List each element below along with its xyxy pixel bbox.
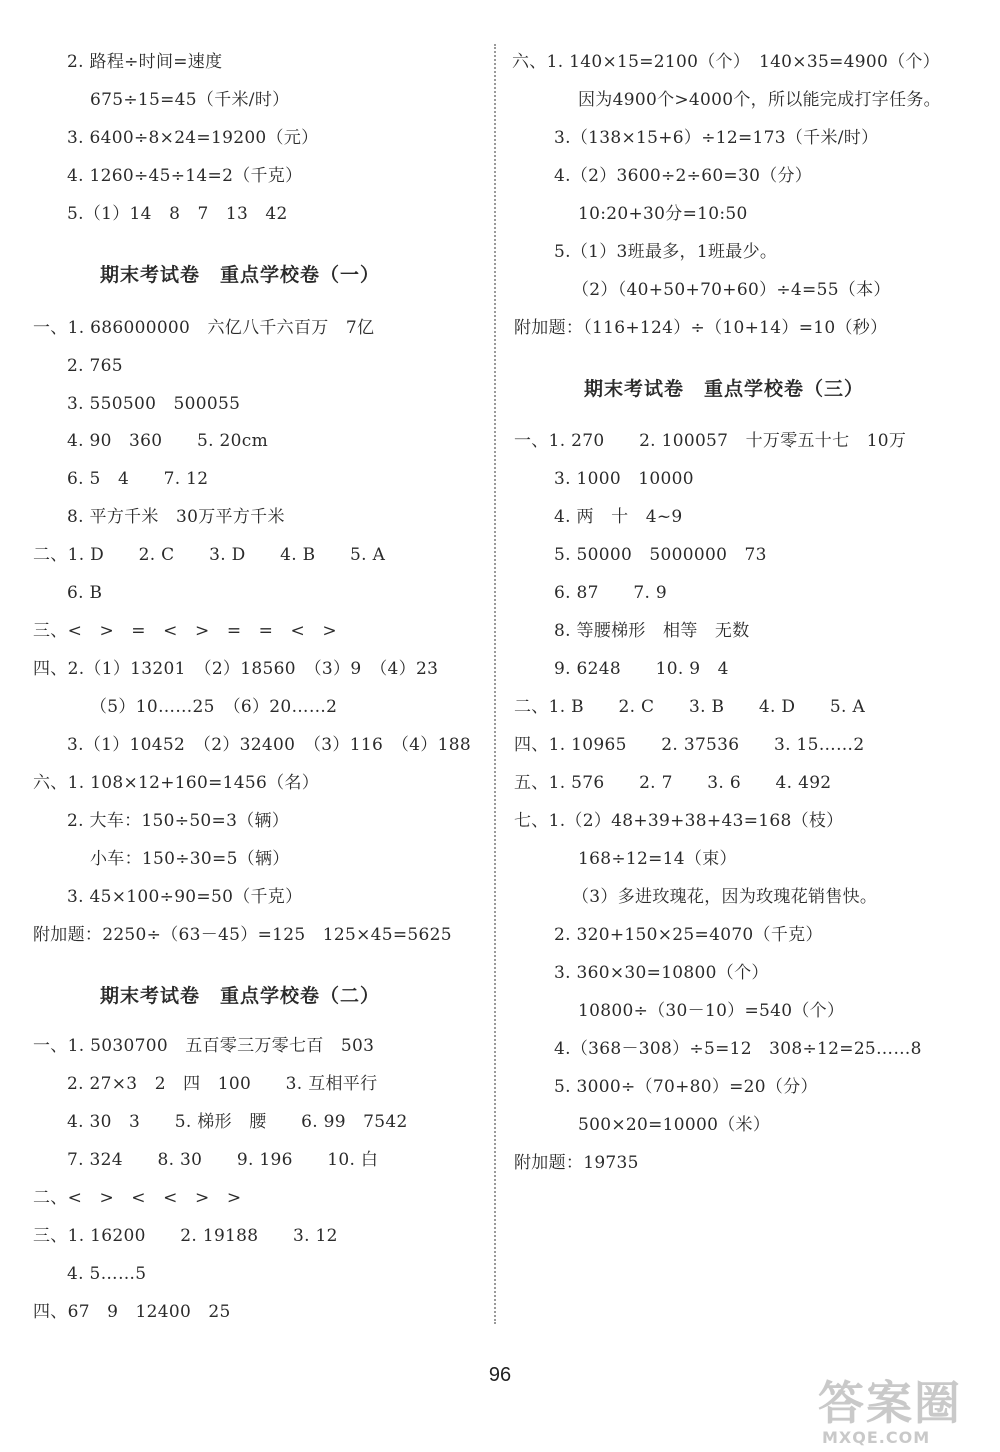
answer-line: 一、1. 686000000 六亿八千六百万 7亿 <box>33 318 375 338</box>
answer-line: 10800÷（30－10）=540（个） <box>578 1001 845 1021</box>
answer-line: 四、2.（1）13201 （2）18560 （3）9 （4）23 <box>33 659 439 679</box>
answer-line: 8. 等腰梯形 相等 无数 <box>554 621 750 641</box>
answer-line: 5.（1）3班最多，1班最少。 <box>554 242 778 262</box>
answer-line: 2. 320+150×25=4070（千克） <box>554 925 823 945</box>
answer-line: 8. 平方千米 30万平方千米 <box>67 507 285 527</box>
answer-line: 9. 6248 10. 9 4 <box>554 659 729 679</box>
answer-line: 一、1. 5030700 五百零三万零七百 503 <box>33 1036 375 1056</box>
answer-line: 四、1. 10965 2. 37536 3. 15……2 <box>514 735 865 755</box>
answer-line: 七、1.（2）48+39+38+43=168（枝） <box>514 811 844 831</box>
answer-line: 六、1. 140×15=2100（个） 140×35=4900（个） <box>512 52 940 72</box>
answer-line: 二、1. D 2. C 3. D 4. B 5. A <box>33 545 386 565</box>
answer-line: 三、< > = < > = = < > <box>33 621 337 641</box>
section-heading-3: 期末考试卷 重点学校卷（三） <box>584 378 865 400</box>
answer-line: 5. 50000 5000000 73 <box>554 545 767 565</box>
watermark-logo-text: 答案圈 <box>818 1376 962 1430</box>
answer-line: 3.（1）10452 （2）32400 （3）116 （4）188 <box>67 735 471 755</box>
answer-line: 二、1. B 2. C 3. B 4. D 5. A <box>514 697 866 717</box>
answer-line: 六、1. 108×12+160=1456（名） <box>33 773 320 793</box>
answer-line: 4. 90 360 5. 20cm <box>67 431 268 451</box>
answer-line: 附加题：2250÷（63－45）=125 125×45=5625 <box>33 925 452 945</box>
answer-line: 2. 27×3 2 四 100 3. 互相平行 <box>67 1074 378 1094</box>
page-number: 96 <box>488 1364 512 1386</box>
answer-line: 4.（2）3600÷2÷60=30（分） <box>554 166 813 186</box>
answer-line: 4.（368－308）÷5=12 308÷12=25……8 <box>554 1039 922 1059</box>
answer-line: 3.（138×15+6）÷12=173（千米/时） <box>554 128 879 148</box>
answer-line: 168÷12=14（束） <box>578 849 737 869</box>
answer-line: 二、< > < < > > <box>33 1188 242 1208</box>
answer-line: 5.（1）14 8 7 13 42 <box>67 204 288 224</box>
answer-line: 3. 550500 500055 <box>67 394 241 414</box>
answer-line: 2. 路程÷时间=速度 <box>67 52 223 72</box>
answer-line: （5）10……25 （6）20……2 <box>90 697 338 717</box>
answer-line: 6. B <box>67 583 103 603</box>
answer-line: 因为4900个>4000个，所以能完成打字任务。 <box>578 90 941 110</box>
answer-line: 3. 45×100÷90=50（千克） <box>67 887 303 907</box>
answer-line: 5. 3000÷（70+80）=20（分） <box>554 1077 818 1097</box>
watermark-site-text: MXQE.COM <box>822 1428 931 1447</box>
answer-line: 三、1. 16200 2. 19188 3. 12 <box>33 1226 338 1246</box>
answer-line: 四、67 9 12400 25 <box>33 1302 231 1322</box>
answer-line: 675÷15=45（千米/时） <box>90 90 290 110</box>
answer-line: 6. 5 4 7. 12 <box>67 469 209 489</box>
answer-line: 7. 324 8. 30 9. 196 10. 白 <box>67 1150 379 1170</box>
answer-line: （3）多进玫瑰花，因为玫瑰花销售快。 <box>572 887 878 907</box>
answer-line: 4. 30 3 5. 梯形 腰 6. 99 7542 <box>67 1112 408 1132</box>
answer-line: （2）（40+50+70+60）÷4=55（本） <box>572 280 891 300</box>
section-heading-2: 期末考试卷 重点学校卷（二） <box>100 985 381 1007</box>
answer-line: 10:20+30分=10:50 <box>578 204 748 224</box>
answer-line: 3. 6400÷8×24=19200（元） <box>67 128 319 148</box>
answer-line: 小车：150÷30=5（辆） <box>90 849 290 869</box>
answer-line: 附加题：19735 <box>514 1153 639 1173</box>
answer-line: 4. 两 十 4~9 <box>554 507 683 527</box>
answer-line: 3. 360×30=10800（个） <box>554 963 769 983</box>
column-divider <box>494 44 496 1324</box>
answer-line: 4. 5……5 <box>67 1264 147 1284</box>
answer-line: 2. 大车：150÷50=3（辆） <box>67 811 290 831</box>
answer-line: 一、1. 270 2. 100057 十万零五十七 10万 <box>514 431 907 451</box>
answer-line: 500×20=10000（米） <box>578 1115 771 1135</box>
section-heading-1: 期末考试卷 重点学校卷（一） <box>100 264 381 286</box>
answer-line: 2. 765 <box>67 356 123 376</box>
answer-line: 五、1. 576 2. 7 3. 6 4. 492 <box>514 773 832 793</box>
answer-line: 4. 1260÷45÷14=2（千克） <box>67 166 303 186</box>
watermark-logo <box>818 1378 996 1450</box>
answer-line: 附加题：（116+124）÷（10+14）=10（秒） <box>514 318 888 338</box>
answer-line: 6. 87 7. 9 <box>554 583 667 603</box>
answer-line: 3. 1000 10000 <box>554 469 694 489</box>
